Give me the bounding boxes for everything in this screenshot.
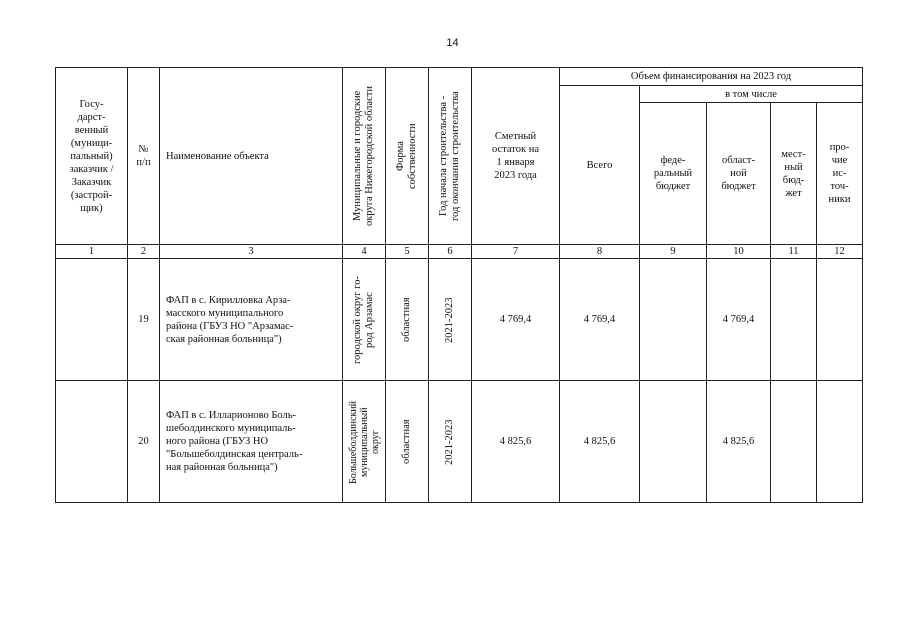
column-number: 5 [386, 245, 429, 259]
table-row [56, 259, 863, 381]
header-ownership [386, 68, 429, 245]
cell-other [817, 259, 863, 381]
header-federal [640, 103, 707, 245]
cell-ownership-text: областная [401, 419, 412, 464]
cell-regional: 4 825,6 [707, 381, 771, 503]
header-including [640, 86, 863, 103]
column-number-row [56, 245, 863, 259]
table-row [56, 381, 863, 503]
column-number: 1 [56, 245, 128, 259]
cell-federal [640, 259, 707, 381]
header-financing-volume [560, 68, 863, 86]
header-local-text: мест- ный бюд- жет [781, 148, 806, 199]
header-municipality [343, 68, 386, 245]
column-number: 2 [128, 245, 160, 259]
cell-municipality [343, 381, 386, 503]
cell-total: 4 825,6 [560, 381, 640, 503]
header-years [429, 68, 472, 245]
cell-ownership-text: областная [401, 297, 412, 342]
financing-table [55, 67, 863, 503]
cell-num: 19 [128, 259, 160, 381]
page-number: 14 [446, 37, 459, 49]
header-regional [707, 103, 771, 245]
cell-local [771, 259, 817, 381]
header-num [128, 68, 160, 245]
header-customer-text: Госу- дарст- венный (муници- пальный) заказчик / Заказчик (застрой- щик) [69, 98, 114, 214]
cell-customer [56, 381, 128, 503]
header-other-text: про- чие ис- точ- ники [828, 142, 851, 205]
cell-years [429, 259, 472, 381]
cell-object-name-text: ФАП в с. Илларионово Боль- шеболдинского муниципаль- ного района (ГБУЗ НО "Большеболдинская централь- ная районная больница") [166, 410, 303, 473]
header-ownership-text: Форма собственности [395, 123, 418, 189]
cell-years-text: 2021-2023 [444, 418, 455, 465]
header-regional-text: област- ной бюджет [721, 155, 756, 192]
cell-years [429, 381, 472, 503]
header-financing-volume-text: Объем финансирования на 2023 год [630, 71, 792, 82]
cell-other [817, 381, 863, 503]
cell-estimate: 4 769,4 [472, 259, 560, 381]
cell-regional: 4 769,4 [707, 259, 771, 381]
header-federal-text: феде- ральный бюджет [653, 155, 693, 192]
column-number: 3 [160, 245, 343, 259]
header-estimate [472, 68, 560, 245]
header-object-name-text: Наименование объекта [166, 150, 269, 162]
header-local [771, 103, 817, 245]
header-other [817, 103, 863, 245]
cell-municipality-text: городской округ го- род Арзамас [352, 275, 375, 364]
column-number: 6 [429, 245, 472, 259]
header-customer [56, 68, 128, 245]
cell-municipality-text: Большеболдинский муниципальный округ [347, 399, 381, 484]
column-number: 9 [640, 245, 707, 259]
column-number: 7 [472, 245, 560, 259]
cell-object-name-text: ФАП в с. Кирилловка Арза- масского муниципального района (ГБУЗ НО "Арзамас- ская районная больница") [166, 294, 294, 345]
header-including-text: в том числе [725, 88, 777, 100]
header-years-text: Год начала строительства - год окончания строительства [438, 91, 461, 221]
header-municipality-text: Муниципальные и городские округа Нижегородской области [352, 86, 375, 226]
column-number: 10 [707, 245, 771, 259]
header-object-name [160, 68, 343, 245]
column-number: 11 [771, 245, 817, 259]
cell-ownership [386, 259, 429, 381]
cell-municipality [343, 259, 386, 381]
cell-object-name [160, 381, 343, 503]
header-num-text: № п/п [136, 144, 151, 168]
cell-local [771, 381, 817, 503]
column-number: 4 [343, 245, 386, 259]
cell-object-name [160, 259, 343, 381]
column-number: 8 [560, 245, 640, 259]
cell-ownership [386, 381, 429, 503]
column-number: 12 [817, 245, 863, 259]
cell-total: 4 769,4 [560, 259, 640, 381]
cell-num: 20 [128, 381, 160, 503]
cell-federal [640, 381, 707, 503]
cell-customer [56, 259, 128, 381]
header-total [560, 86, 640, 245]
cell-estimate: 4 825,6 [472, 381, 560, 503]
cell-years-text: 2021-2023 [444, 296, 455, 343]
header-total-text: Всего [586, 159, 613, 171]
header-estimate-text: Сметный остаток на 1 января 2023 года [492, 131, 539, 181]
